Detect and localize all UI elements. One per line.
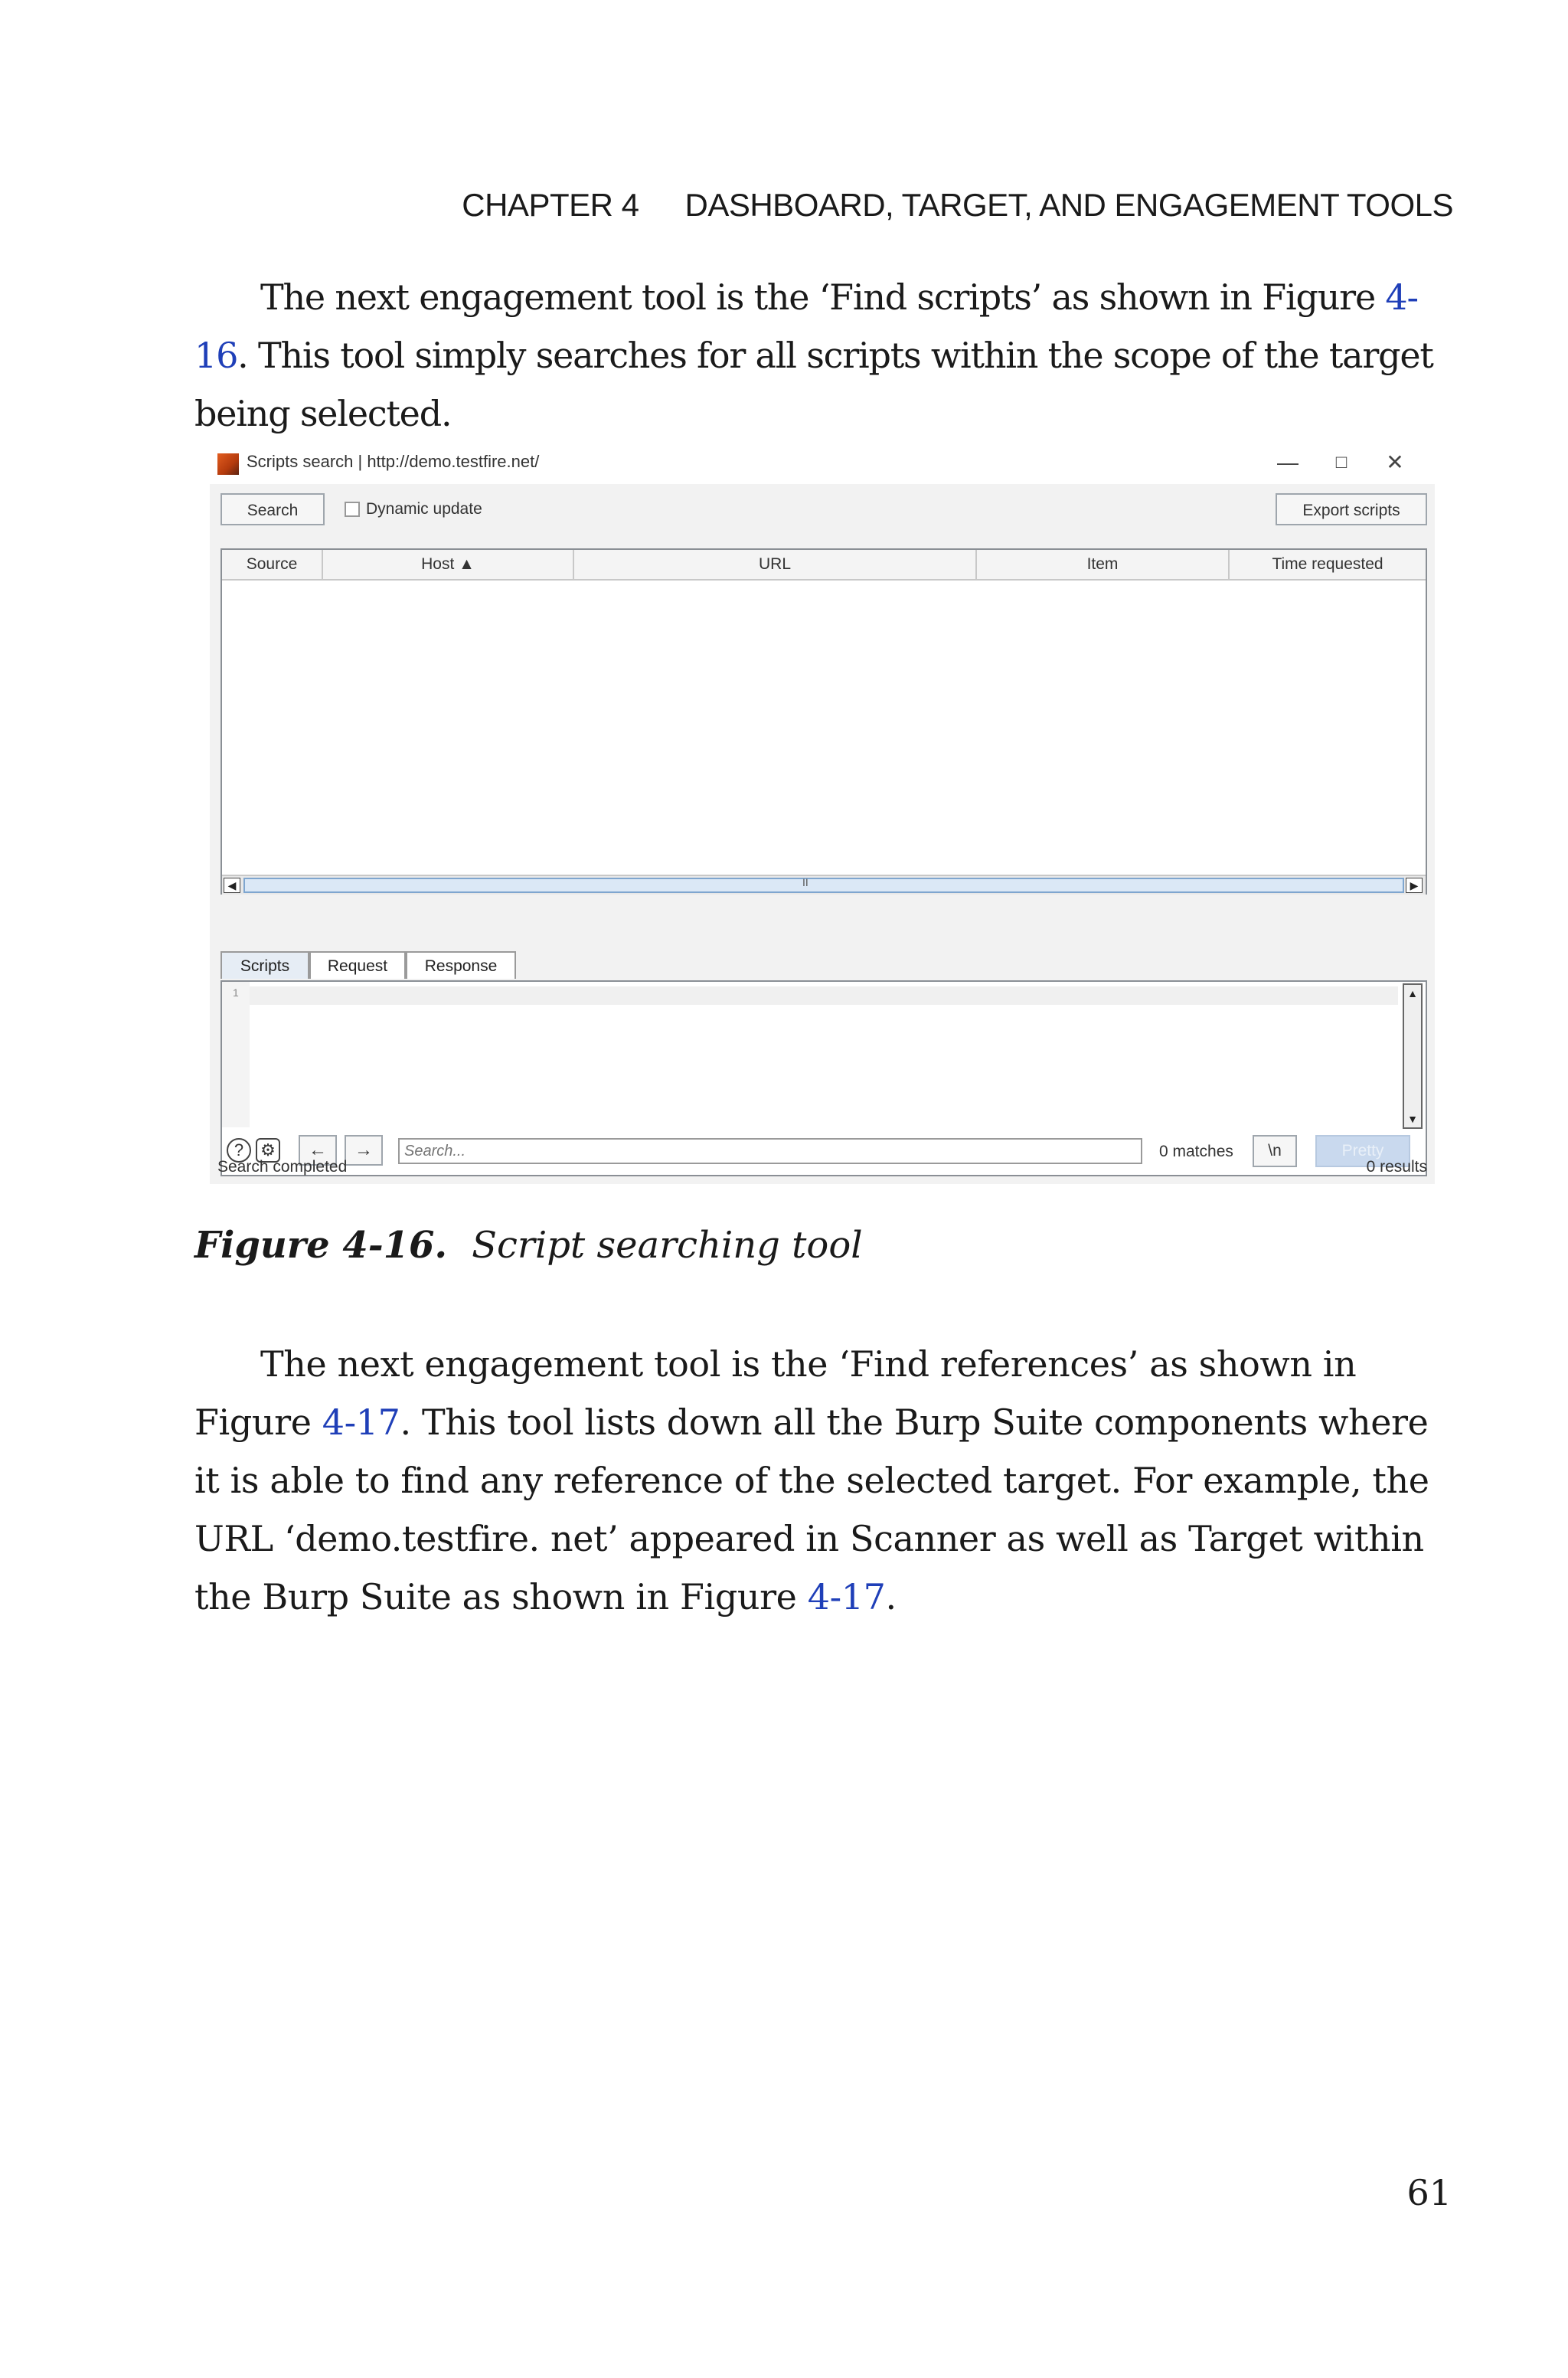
close-button[interactable]: ✕ [1386,450,1404,474]
script-editor[interactable] [220,980,1427,1176]
tab-request[interactable]: Request [309,951,406,979]
scripts-table [220,548,1427,895]
running-head [462,187,1453,224]
paragraph-find-references [194,1335,1450,1626]
column-time-requested[interactable]: Time requested [1272,555,1383,573]
editor-toolbar [222,1132,1426,1175]
tab-response[interactable]: Response [406,951,516,979]
figure-link[interactable]: 4-17 [807,1576,886,1617]
column-item[interactable]: Item [977,550,1230,579]
maximize-button[interactable]: □ [1335,452,1348,473]
paragraph-text: . [885,1576,897,1617]
search-input[interactable] [398,1138,1142,1164]
status-text: Search completed [217,1158,348,1176]
paragraph-text: . This tool simply searches for all scripts within the scope of the target being selected. [194,335,1433,434]
figure-link[interactable]: 4-17 [322,1402,400,1443]
back-arrow-icon[interactable]: ← [299,1135,337,1166]
chapter-label: CHAPTER 4 [462,187,639,223]
dynamic-update-checkbox[interactable] [345,499,482,519]
window-title: Scripts search | http://demo.testfire.net/ [247,452,540,471]
scroll-right-icon[interactable]: ▶ [1406,878,1423,893]
line-number: 1 [233,986,239,999]
matches-count: 0 matches [1159,1143,1233,1160]
chapter-title: DASHBOARD, TARGET, AND ENGAGEMENT TOOLS [684,187,1453,223]
burp-app-icon [217,453,239,475]
help-icon[interactable]: ? [227,1138,251,1163]
vertical-scrollbar[interactable] [1403,983,1423,1129]
page-number: 61 [1406,2172,1452,2213]
paragraph-text: The next engagement tool is the ‘Find scripts’ as shown in Figure [260,276,1386,318]
table-header [222,550,1426,581]
scroll-down-icon[interactable]: ▼ [1407,1113,1418,1125]
title-bar [210,441,1435,484]
horizontal-scrollbar[interactable] [222,875,1426,895]
forward-arrow-icon[interactable]: → [345,1135,383,1166]
newline-toggle-button[interactable]: \n [1253,1135,1297,1167]
column-host[interactable]: Host ▲ [323,550,574,579]
export-scripts-button[interactable]: Export scripts [1276,493,1427,525]
window-content [210,484,1435,1184]
line-gutter [222,982,250,1127]
paragraph-find-scripts [194,268,1450,443]
settings-gear-icon[interactable]: ⚙ [256,1138,280,1163]
scroll-up-icon[interactable]: ▲ [1407,987,1418,999]
column-source[interactable]: Source [222,550,323,579]
paragraph-text: . This tool lists down all the Burp Suite components where it is able to find any reference of the selected target. For example, the URL ‘demo.testfire. net’ appeared in Scanner as well as Target within the Burp Suite as shown in Figure [194,1402,1429,1617]
pretty-button[interactable]: Pretty [1315,1135,1410,1167]
scrollbar-grip: II [802,876,808,888]
figure-link[interactable]: 4-16 [194,276,1418,376]
search-button[interactable]: Search [220,493,325,525]
tab-scripts[interactable]: Scripts [220,951,309,979]
scripts-search-window [210,441,1435,1184]
dynamic-update-label: Dynamic update [366,500,482,518]
scroll-left-icon[interactable]: ◀ [224,878,240,893]
paragraph-text: The next engagement tool is the ‘Find references’ as shown in Figure [194,1343,1357,1443]
scrollbar-thumb[interactable] [243,878,1404,893]
figure-caption [194,1224,863,1267]
figure-title: Script searching tool [472,1224,863,1267]
figure-label: Figure 4-16. [194,1224,448,1267]
minimize-button[interactable]: — [1277,450,1298,474]
results-count: 0 results [1366,1158,1427,1176]
checkbox-icon[interactable] [345,502,360,517]
current-line-highlight [250,986,1398,1005]
column-url[interactable]: URL [574,550,977,579]
